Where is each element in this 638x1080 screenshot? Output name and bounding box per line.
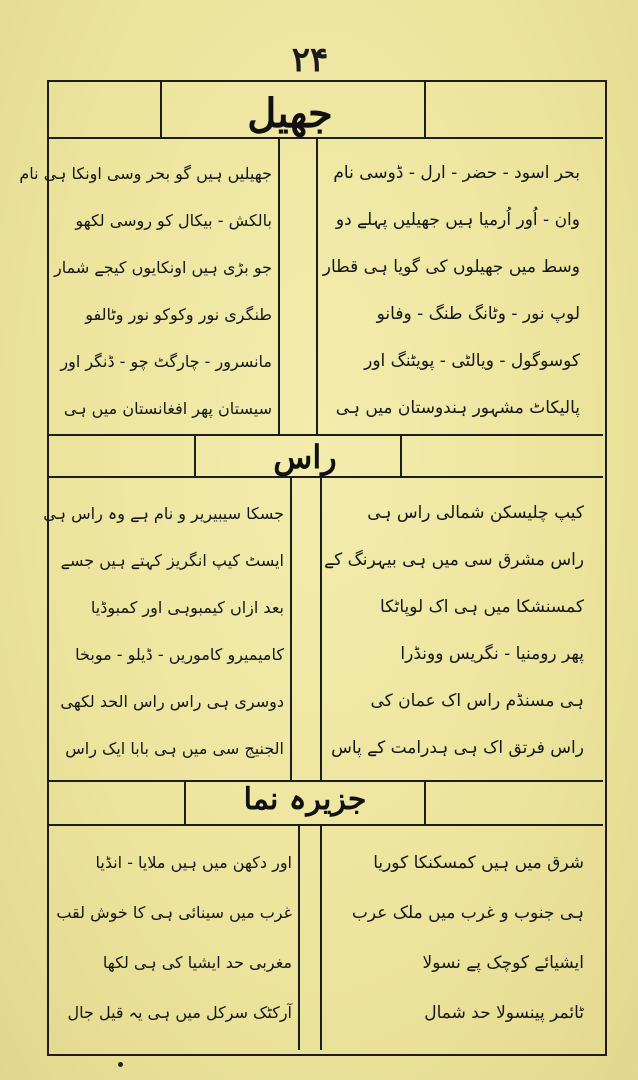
verse-line: دوسری ہی راس راس الحد لکھی <box>60 692 284 711</box>
verse-line: شرق میں ہیں کمسکنکا کوریا <box>373 853 584 873</box>
verse-line: کوسوگول - ویالٹی - پویٹنگ اور <box>364 351 580 371</box>
verse-line: لوپ نور - وٹانگ طنگ - وفانو <box>376 304 580 324</box>
verse-line: ایشیائے کوچک پے نسولا <box>422 953 584 973</box>
verse-line: بالکش - بیکال کو روسی لکھو <box>75 211 272 230</box>
verse-line: جسکا سیبیریر و نام ہے وہ راس ہی <box>43 504 284 523</box>
right-column-jazeera-numa <box>324 838 584 1038</box>
verse-line: ٹائمر پینسولا حد شمال <box>424 1003 584 1023</box>
verse-line: آرکٹک سرکل میں ہی یہ قیل جال <box>67 1003 292 1022</box>
verse-line: اور دکھن میں ہیں ملایا - انڈیا <box>95 853 292 872</box>
verse-line: وان - اُور اُرمیا ہیں جھیلیں پہلے دو <box>335 210 580 230</box>
left-column-jheel <box>19 150 272 432</box>
verse-line: الجنیج سی میں ہی بابا ایک راس <box>65 739 284 758</box>
divider-line <box>49 476 603 478</box>
divider-line <box>424 82 426 138</box>
verse-line: مانسرور - چارگٹ چو - ڈنگر اور <box>60 352 272 371</box>
verse-line: بحر اسود - حضر - ارل - ڈوسی نام <box>333 163 580 183</box>
verse-line: ہی جنوب و غرب میں ملک عرب <box>351 903 584 923</box>
section-heading-raas: راس <box>273 438 337 476</box>
column-divider <box>316 139 318 434</box>
verse-line: پھر رومنیا - نگریس وونڈرا <box>400 644 584 664</box>
left-column-jazeera-numa <box>56 838 292 1038</box>
verse-line: وسط میں جھیلوں کی گویا ہی قطار <box>322 257 580 277</box>
column-divider <box>320 478 322 780</box>
ink-dot <box>118 1062 123 1067</box>
verse-line: کامیمیرو کاموریں - ڈیلو - موبخا <box>75 645 284 664</box>
divider-line <box>400 436 402 476</box>
verse-line: پالیکاٹ مشہور ہندوستان میں ہی <box>335 398 580 418</box>
divider-line <box>424 782 426 824</box>
right-column-jheel <box>320 150 580 432</box>
verse-line: طنگری نور وکوکو نور وٹالفو <box>85 305 272 324</box>
verse-line: راس فرتق اک ہی ہدرامت کے پاس <box>331 738 584 758</box>
verse-line: جھیلیں ہیں گو بحر وسی اونکا ہی نام <box>19 164 272 183</box>
divider-line <box>184 782 186 824</box>
verse-line: غرب میں سینائی ہی کا خوش لقب <box>56 903 292 922</box>
page-number: ۲۴ <box>291 40 329 80</box>
section-heading-jazeera-numa: جزیرہ نما <box>243 782 367 817</box>
verse-line: کیپ چلیسکن شمالی راس ہی <box>367 503 584 523</box>
column-divider <box>278 139 280 434</box>
verse-line: مغربی حد ایشیا کی ہی لکھا <box>102 953 292 972</box>
verse-line: ایسٹ کیپ انگریز کہتے ہیں جسے <box>60 551 284 570</box>
column-divider <box>290 478 292 780</box>
column-divider <box>298 826 300 1050</box>
divider-line <box>160 82 162 138</box>
verse-line: ہی مسنڈم راس اک عمان کی <box>370 691 584 711</box>
divider-line <box>49 824 603 826</box>
left-column-raas <box>43 490 284 772</box>
divider-line <box>49 137 603 139</box>
verse-line: کمسنشکا میں ہی اک لوپاٹکا <box>380 597 584 617</box>
divider-line <box>194 436 196 476</box>
verse-line: سیستان پھر افغانستان میں ہی <box>63 399 272 418</box>
verse-line: راس مشرق سی میں ہی بیہرنگ کے <box>324 550 584 570</box>
verse-line: بعد ازاں کیمبوہی اور کمبوڈیا <box>90 598 284 617</box>
divider-line <box>49 434 603 436</box>
column-divider <box>320 826 322 1050</box>
verse-line: جو بڑی ہیں اونکایوں کیجے شمار <box>54 258 272 277</box>
section-heading-jheel: جھیل <box>247 90 333 137</box>
right-column-raas <box>324 490 584 772</box>
